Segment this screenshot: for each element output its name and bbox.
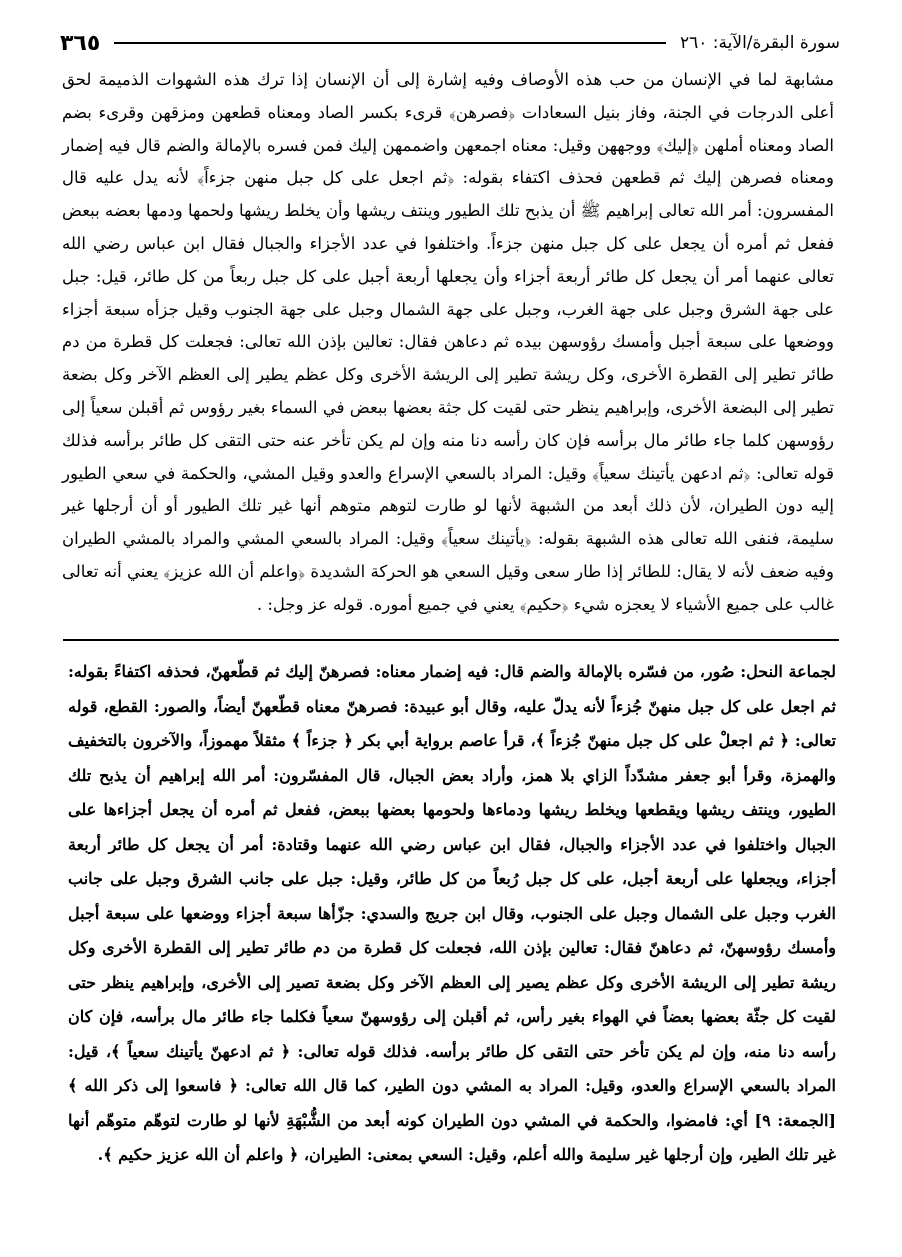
footnote-paragraph: لجماعة النحل: صُور، من فسّره بالإمالة والضم قال: فيه إضمار معناه: فصرهنّ إليك ثم قطّعهنّ، فحذفه اكتفاءً بقوله: ثم اجعل على كل جبل منهنّ جُزءاً لأنه يدلّ عليه، وقال أبو عبيدة: فصرهنّ معناه قطّعهنّ أيضاً، والصور: القطع، قوله تعالى: ﴿ ثم اجعلْ على كل جبل منهنّ جُزءاً ﴾، قرأ عاصم برواية أبي بكر ﴿ جزءاً ﴾ مثقلاً مهموزاً، والآخرون بالتخفيف والهمزة، وقرأ أبو جعفر مشدّداً الزاي بلا همز، وأراد بعض الجبال، قال المفسّرون: أمر الله إبراهيم أن يذبح تلك الطيور، وينتف ريشها ويقطعها ويخلط ريشها ودماءها ولحومها بعضها ببعض، ففعل ثم أمره أن يجعل أجزاءها على الجبال واختلفوا في عدد الأجزاء والجبال، فقال ابن عباس رضي الله عنهما وقتادة: أمر أن يجعل كل طائر أربعة أجزاء، ويجعلها على أربعة أجبل، على كل جبل رُبعاً من كل طائر، وقيل: جبل على جانب الشرق وجبل على جانب الغرب وجبل على الشمال وجبل على الجنوب، وقال ابن جريج والسدي: جزّأها سبعة أجزاء ووضعها على سبعة أجبل وأمسك رؤوسهنّ، ثم دعاهنّ فقال: تعالين بإذن الله، فجعلت كل قطرة من دم طائر تطير إلى القطرة الأخرى وكل ريشة تطير إلى الريشة الأخرى وكل عظم يصير إلى العظم الآخر وكل بضعة تصير إلى الأخرى، وإبراهيم ينظر حتى لقيت كل جثّة بعضها بعضاً في الهواء بغير رأس، ثم أقبلن إلى رؤوسهنّ سعياً فكلما جاء طائر مال برأسه، فإن كان رأسه دنا منه، وإن لم يكن تأخر حتى التقى كل طائر برأسه. فذلك قوله تعالى: ﴿ ثم ادعهنّ يأتينك سعياً ﴾، قيل: المراد بالسعي الإسراع والعدو، وقيل: المراد به المشي دون الطير، كما قال الله تعالى: ﴿ فاسعوا إلى ذكر الله ﴾ [الجمعة: ٩] أي: فامضوا، والحكمة في المشي دون الطيران كونه أبعد من الشُّبْهَةِ لأنها لو طارت لتوهّم متوهّم أنها غير تلك الطير، وإن أرجلها غير سليمة والله أعلم، وقيل: السعي بمعنى: الطيران، ﴿ واعلم أن الله عزيز حكيم ﴾. (68, 662, 837, 1164)
main-paragraph: مشابهة لما في الإنسان من حب هذه الأوصاف وفيه إشارة إلى أن الإنسان إذا ترك هذه الشهوات الذميمة لحق أعلى الدرجات في الجنة، وفاز بنيل السعادات ﴿فصرهن﴾ قرىء بكسر الصاد ومعناه قطعهن ومزقهن وقرىء بضم الصاد ومعناه أملهن ﴿إليك﴾ ووجههن وقيل: معناه اجمعهن واضممهن إليك فمن فسره بالإمالة والضم قال فيه إضمار ومعناه فصرهن إليك ثم قطعهن فحذف اكتفاء بقوله: ﴿ثم اجعل على كل جبل منهن جزءاً﴾ لأنه يدل عليه قال المفسرون: أمر الله تعالى إبراهيم ﷺ أن يذبح تلك الطيور وينتف ريشها وأن يخلط ريشها ولحمها ودمها بعضه ببعض ففعل ثم أمره أن يجعل على كل جبل منهن جزءاً. واختلفوا في عدد الأجزاء والجبال فقال ابن عباس رضي الله تعالى عنهما أمر أن يجعل كل طائر أربعة أجزاء وأن يجعلها أربعة أجبل على كل جبل ربعاً من كل طائر، قيل: جبل على جهة الشرق وجبل على جهة الغرب، وجبل على جهة الشمال وجبل على جهة الجنوب وقيل جزأه سبعة أجزاء ووضعها على سبعة أجبل وأمسك رؤوسهن بيده ثم دعاهن فقال: تعالين بإذن الله تعالى: فجعلت كل قطرة من دم طائر تطير إلى القطرة الأخرى، وكل ريشة تطير إلى الريشة الأخرى وكل عظم يطير إلى العظم الآخر وكل بضعة تطير إلى البضعة الأخرى، وإبراهيم ينظر حتى لقيت كل جثة بعضها ببعض في السماء بغير رؤوس ثم أقبلن سعياً إلى رؤوسهن كلما جاء طائر مال برأسه فإن كان رأسه دنا منه وإن لم يكن تأخر عنه حتى التقى كل طائر برأسه فذلك قوله تعالى: ﴿ثم ادعهن يأتينك سعياً﴾ وقيل: المراد بالسعي الإسراع والعدو وقيل المشي، والحكمة في سعي الطيور إليه دون الطيران، لأن ذلك أبعد من الشبهة لأنها لو طارت لتوهم متوهم أنها غير تلك الطيور أو أن أرجلها غير سليمة، فنفى الله تعالى هذه الشبهة بقوله: ﴿يأتينك سعياً﴾ وقيل: المراد بالسعي المشي والمراد بالمشي الطيران وفيه ضعف لأنه لا يقال: للطائر إذا طار سعى وقيل السعي هو الحركة الشديدة ﴿واعلم أن الله عزيز﴾ يعني أنه تعالى غالب على جميع الأشياء لا يعجزه شيء ﴿حكيم﴾ يعني في جميع أموره. قوله عز وجل: . (62, 70, 834, 614)
surah-title: سورة البقرة/الآية: ٢٦٠ (680, 33, 840, 53)
footnote-divider (63, 639, 839, 641)
main-commentary (62, 64, 834, 622)
page-header (60, 28, 840, 58)
footnote-commentary (68, 655, 836, 1173)
header-rule (114, 42, 666, 44)
page-number: ٣٦٥ (60, 30, 101, 56)
